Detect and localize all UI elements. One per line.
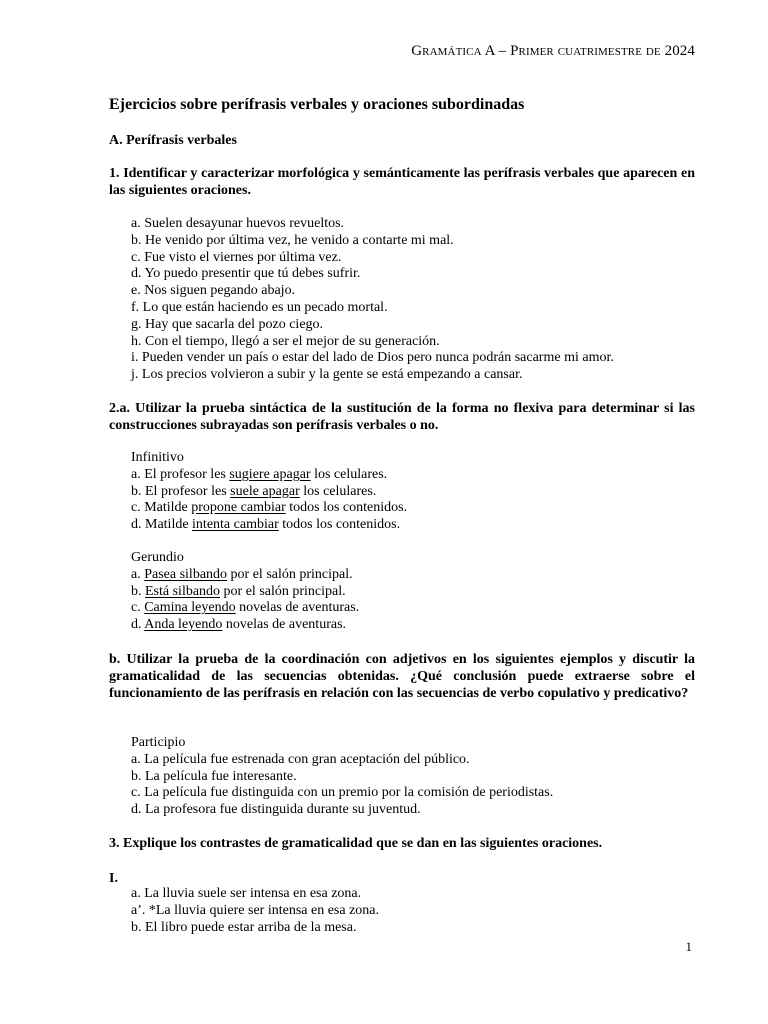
list-item: b. La película fue interesante. (131, 768, 297, 784)
list-item: d. La profesora fue distinguida durante su juventud. (131, 802, 421, 818)
list-item: g. Hay que sacarla del pozo ciego. (131, 316, 324, 332)
underlined-construction: suele apagar (230, 483, 300, 499)
list-item: b. He venido por última vez, he venido a contarte mi mal. (131, 232, 454, 248)
list-item: c. Matilde propone cambiar todos los contenidos. (131, 500, 408, 516)
question-2b-prompt: b. Utilizar la prueba de la coordinación con adjetivos en los siguientes ejemplos y discutir la gramaticalidad de las secuencias obtenidas. ¿Qué conclusión puede extraerse sobre el funcionamiento de las perífrasis en relación con las secuencias de verbo copulativo y predicativo? (109, 652, 695, 701)
list-item: a. El profesor les sugiere apagar los celulares. (131, 466, 388, 482)
underlined-construction: Anda leyendo (144, 617, 223, 633)
question-3-prompt: 3. Explique los contrastes de gramaticalidad que se dan en las siguientes oraciones. (109, 836, 603, 851)
list-item: a. La película fue estrenada con gran aceptación del público. (131, 751, 470, 767)
question-1-prompt: 1. Identificar y caracterizar morfológica y semánticamente las perífrasis verbales que aparecen en las siguientes oraciones. (109, 166, 695, 198)
question-3-list (131, 886, 379, 936)
list-item: b. Está silbando por el salón principal. (131, 583, 346, 599)
underlined-construction: propone cambiar (191, 500, 286, 516)
question-1-list (131, 216, 614, 384)
list-item: b. El libro puede estar arriba de la mesa. (131, 919, 357, 935)
infinitivo-label: Infinitivo (131, 450, 184, 465)
list-item: a. La lluvia suele ser intensa en esa zona. (131, 886, 362, 901)
list-item: f. Lo que están haciendo es un pecado mortal. (131, 299, 388, 315)
page-number: 1 (685, 939, 692, 954)
infinitivo-list (131, 450, 407, 534)
list-item: a’. *La lluvia quiere ser intensa en esa zona. (131, 902, 380, 918)
list-item: a. Pasea silbando por el salón principal. (131, 566, 353, 582)
list-item: d. Anda leyendo novelas de aventuras. (131, 617, 347, 633)
list-item: a. Suelen desayunar huevos revueltos. (131, 216, 345, 231)
question-2a-prompt: 2.a. Utilizar la prueba sintáctica de la sustitución de la forma no flexiva para determinar si las construcciones subrayadas son perífrasis verbales o no. (109, 401, 695, 433)
underlined-construction: sugiere apagar (229, 466, 311, 482)
list-item: c. Camina leyendo novelas de aventuras. (131, 600, 360, 616)
underlined-construction: Camina leyendo (144, 600, 236, 616)
list-item: d. Matilde intenta cambiar todos los contenidos. (131, 517, 401, 533)
underlined-construction: Está silbando (145, 583, 221, 599)
list-item: c. Fue visto el viernes por última vez. (131, 249, 342, 265)
underlined-construction: intenta cambiar (192, 517, 279, 533)
gerundio-label: Gerundio (131, 550, 184, 565)
list-item: d. Yo puedo presentir que tú debes sufrir. (131, 266, 361, 282)
participio-list (131, 735, 553, 819)
list-item: e. Nos siguen pegando abajo. (131, 283, 296, 299)
list-item: b. El profesor les suele apagar los celulares. (131, 483, 377, 499)
running-header: Gramática A – Primer cuatrimestre de 2024 (411, 43, 695, 59)
list-item: h. Con el tiempo, llegó a ser el mejor de su generación. (131, 333, 440, 349)
gerundio-list (131, 550, 359, 634)
underlined-construction: Pasea silbando (144, 566, 228, 582)
list-item: j. Los precios volvieron a subir y la gente se está empezando a cansar. (131, 367, 523, 383)
list-item: i. Pueden vender un país o estar del lado de Dios pero nunca podrán sacarme mi amor. (131, 350, 614, 366)
participio-label: Participio (131, 735, 186, 750)
section-a-heading: A. Perífrasis verbales (109, 133, 237, 148)
part-i-label: I. (109, 871, 118, 886)
document-title: Ejercicios sobre perífrasis verbales y oraciones subordinadas (109, 96, 525, 113)
list-item: c. La película fue distinguida con un premio por la comisión de periodistas. (131, 785, 554, 801)
